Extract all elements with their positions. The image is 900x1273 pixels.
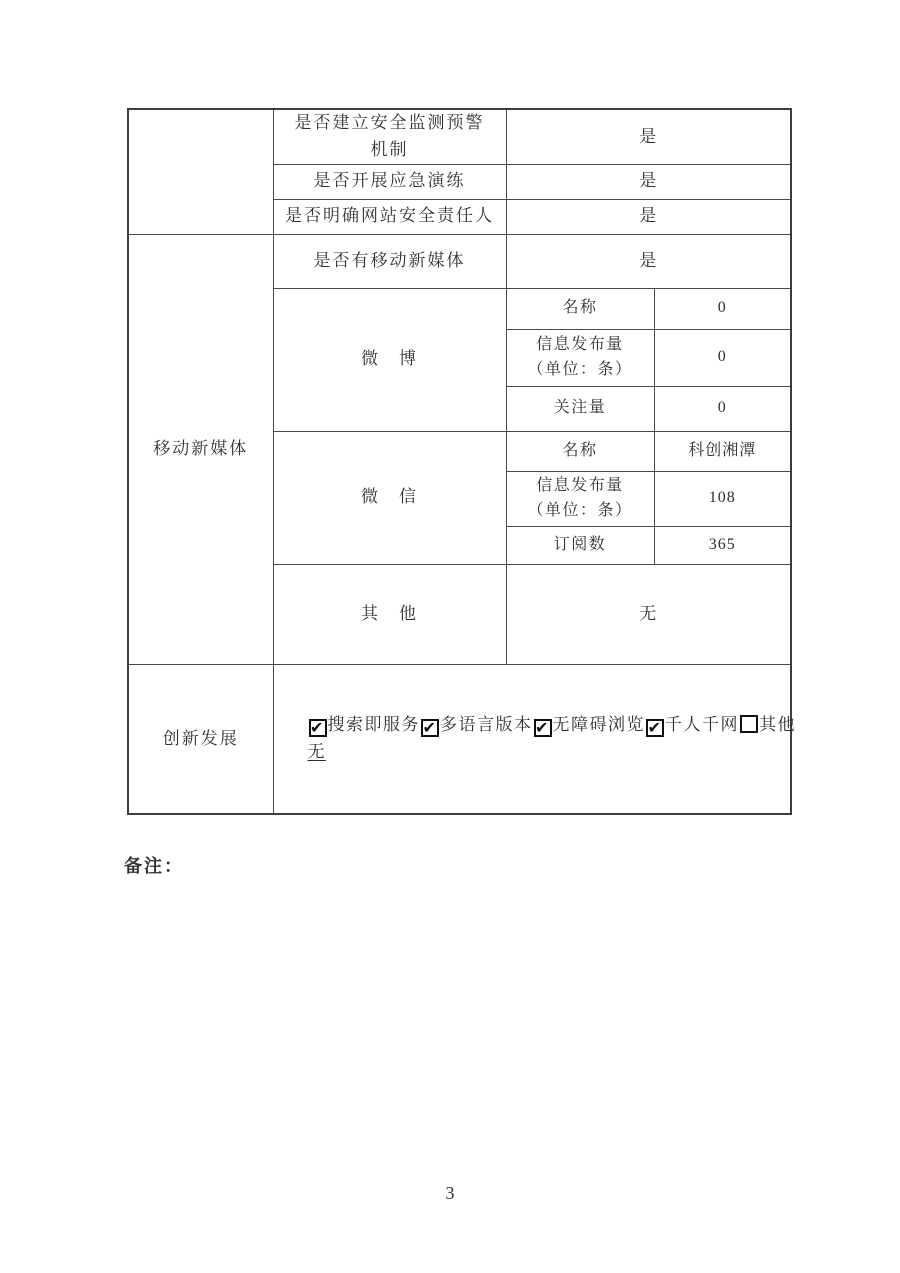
question-line: 是否建立安全监测预警 <box>294 113 485 133</box>
checkbox-item <box>533 715 646 738</box>
field-cell <box>506 526 654 564</box>
answer-cell: 是 <box>506 164 791 199</box>
question-cell: 是否有移动新媒体 <box>273 234 506 288</box>
mobile-media-group-cell: 移动新媒体 <box>128 234 273 664</box>
field-cell <box>506 471 654 526</box>
field-cell <box>506 431 654 471</box>
value-cell: 365 <box>654 526 791 564</box>
checkbox-item <box>420 715 533 738</box>
answer-cell: 是 <box>506 234 791 288</box>
value-cell: 科创湘潭 <box>654 431 791 471</box>
wechat-label-cell: 微 信 <box>273 431 506 564</box>
answer-cell: 是 <box>506 199 791 234</box>
field-line: 名称 <box>562 441 598 459</box>
table-row <box>128 664 791 814</box>
checkbox-label: 多语言版本 <box>440 715 533 735</box>
field-line: 信息发布量 <box>536 335 624 353</box>
security-group-cell-empty <box>128 109 273 234</box>
field-line: 订阅数 <box>553 535 607 553</box>
question-line: 机制 <box>370 139 409 159</box>
notes-label: 备注： <box>124 856 184 876</box>
value-cell: 0 <box>654 386 791 431</box>
answer-cell: 是 <box>506 109 791 164</box>
table-row <box>128 109 791 164</box>
checked-checkbox-icon: ✔ <box>647 718 663 738</box>
field-cell <box>506 386 654 431</box>
checkbox-label: 无障碍浏览 <box>552 715 645 735</box>
innovation-content-cell <box>273 664 796 814</box>
checkbox-label: 搜索即服务 <box>327 715 420 735</box>
checkbox-item <box>308 715 421 738</box>
field-line: 信息发布量 <box>536 476 624 494</box>
innovation-other-value: 无 <box>307 741 326 761</box>
other-media-label-cell: 其 他 <box>273 564 506 664</box>
field-line: （单位：条） <box>527 501 633 519</box>
checked-checkbox-icon: ✔ <box>535 718 550 738</box>
checkbox-item <box>739 715 796 734</box>
value-cell: 0 <box>654 329 791 386</box>
question-cell <box>273 199 506 234</box>
page-number: 3 <box>445 1183 455 1203</box>
checked-checkbox-icon: ✔ <box>422 718 438 738</box>
question-cell <box>273 109 506 164</box>
question-line: 是否开展应急演练 <box>313 171 466 191</box>
field-cell <box>506 288 654 329</box>
table-row <box>128 234 791 288</box>
question-line: 是否明确网站安全责任人 <box>285 206 494 226</box>
unchecked-checkbox-icon <box>740 715 758 733</box>
checkbox-label: 其他 <box>759 715 796 735</box>
field-cell <box>506 329 654 386</box>
question-cell <box>273 164 506 199</box>
field-line: 关注量 <box>553 399 607 417</box>
innovation-other-line <box>308 739 789 765</box>
innovation-checkbox-line <box>308 712 796 738</box>
annual-report-table <box>127 108 796 815</box>
field-line: 名称 <box>562 299 598 317</box>
checkbox-label: 千人千网 <box>665 715 739 735</box>
innovation-group-cell: 创新发展 <box>128 664 273 814</box>
value-cell: 108 <box>654 471 791 526</box>
checkbox-item <box>645 715 739 738</box>
other-media-value-cell: 无 <box>506 564 791 664</box>
checked-checkbox-icon: ✔ <box>310 718 325 738</box>
weibo-label-cell: 微 博 <box>273 288 506 431</box>
value-cell: 0 <box>654 288 791 329</box>
field-line: （单位：条） <box>527 360 633 378</box>
